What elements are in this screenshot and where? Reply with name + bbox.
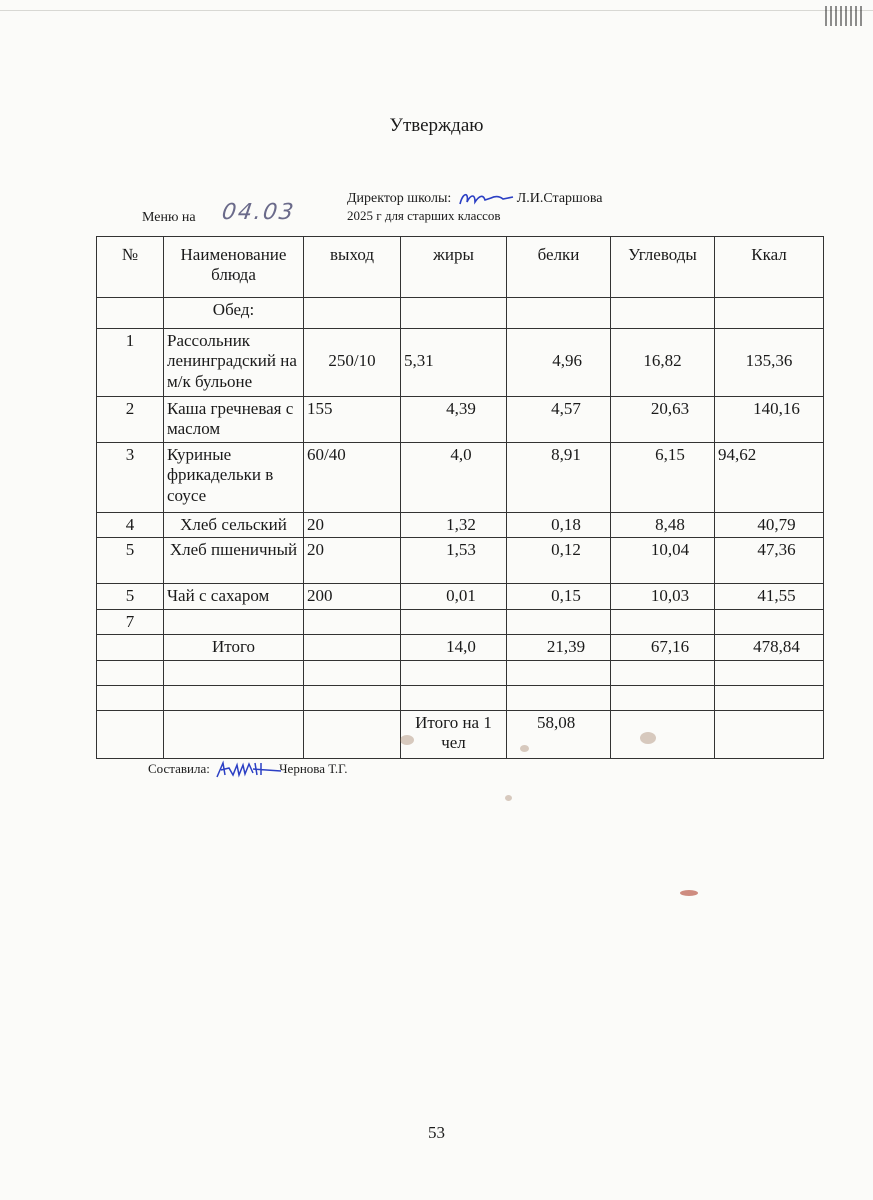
row-num: 7 xyxy=(97,609,164,634)
row-protein: 0,18 xyxy=(507,513,611,538)
composed-name: Чернова Т.Г. xyxy=(279,760,348,776)
row-num: 2 xyxy=(97,397,164,443)
page-number: 53 xyxy=(428,1123,445,1142)
menu-label: Меню на xyxy=(142,210,196,225)
total-protein: 21,39 xyxy=(507,635,611,660)
column-header-protein: белки xyxy=(507,237,611,298)
per-person-label: Итого на 1 чел xyxy=(401,710,507,758)
scan-artifact xyxy=(825,6,865,26)
row-num: 1 xyxy=(97,329,164,397)
stain xyxy=(520,745,529,752)
stain xyxy=(505,795,512,801)
director-name: Л.И.Старшова xyxy=(516,191,603,207)
row-kcal: 135,36 xyxy=(715,329,824,397)
table-row xyxy=(97,584,824,609)
row-name: Куриные фрикадельки в соусе xyxy=(164,443,304,513)
row-name: Чай с сахаром xyxy=(164,584,304,609)
table-row xyxy=(97,538,824,584)
table-row xyxy=(97,685,824,710)
total-label: Итого xyxy=(164,635,304,660)
row-fat: 5,31 xyxy=(401,329,507,397)
column-header-fat: жиры xyxy=(401,237,507,298)
row-output: 155 xyxy=(304,397,401,443)
row-carbs: 6,15 xyxy=(611,443,715,513)
composed-label: Составила: xyxy=(148,760,210,776)
row-output: 250/10 xyxy=(304,329,401,397)
row-carbs: 10,04 xyxy=(611,538,715,584)
table-row xyxy=(97,609,824,634)
total-fat: 14,0 xyxy=(401,635,507,660)
column-header-kcal: Ккал xyxy=(715,237,824,298)
column-header-name: Наименование блюда xyxy=(164,237,304,298)
row-fat: 0,01 xyxy=(401,584,507,609)
per-person-row xyxy=(97,710,824,758)
total-kcal: 478,84 xyxy=(715,635,824,660)
row-carbs: 20,63 xyxy=(611,397,715,443)
stain xyxy=(640,732,656,744)
director-label: Директор школы: xyxy=(347,191,452,207)
column-header-num: № xyxy=(97,237,164,298)
row-output: 200 xyxy=(304,584,401,609)
composed-by xyxy=(148,759,347,781)
row-name: Каша гречневая с маслом xyxy=(164,397,304,443)
row-protein: 8,91 xyxy=(507,443,611,513)
column-header-output: выход xyxy=(304,237,401,298)
menu-subtitle: 2025 г для старших классов xyxy=(347,208,501,223)
row-num: 4 xyxy=(97,513,164,538)
row-fat: 1,32 xyxy=(401,513,507,538)
table-row xyxy=(97,660,824,685)
director-line xyxy=(347,190,602,208)
row-num: 3 xyxy=(97,443,164,513)
row-carbs: 8,48 xyxy=(611,513,715,538)
row-protein: 0,12 xyxy=(507,538,611,584)
row-output: 20 xyxy=(304,538,401,584)
stain xyxy=(400,735,414,745)
composer-signature-icon xyxy=(215,759,283,781)
director-signature-icon xyxy=(457,190,515,208)
row-fat: 1,53 xyxy=(401,538,507,584)
table-row xyxy=(97,513,824,538)
total-row xyxy=(97,635,824,660)
row-kcal: 94,62 xyxy=(715,443,824,513)
row-name: Хлеб пшеничный xyxy=(164,538,304,584)
total-carbs: 67,16 xyxy=(611,635,715,660)
row-protein: 4,57 xyxy=(507,397,611,443)
row-kcal: 47,36 xyxy=(715,538,824,584)
row-kcal: 140,16 xyxy=(715,397,824,443)
row-carbs: 10,03 xyxy=(611,584,715,609)
table-header-row xyxy=(97,237,824,298)
menu-table xyxy=(96,236,824,759)
row-protein: 0,15 xyxy=(507,584,611,609)
per-person-value: 58,08 xyxy=(507,710,611,758)
scan-edge xyxy=(0,10,873,11)
row-num: 5 xyxy=(97,538,164,584)
row-carbs: 16,82 xyxy=(611,329,715,397)
table-row xyxy=(97,443,824,513)
menu-date: 04.03 xyxy=(220,200,297,225)
section-label: Обед: xyxy=(164,298,304,329)
page-title: Утверждаю xyxy=(389,115,484,136)
row-kcal: 41,55 xyxy=(715,584,824,609)
section-row xyxy=(97,298,824,329)
column-header-carbs: Углеводы xyxy=(611,237,715,298)
row-num: 5 xyxy=(97,584,164,609)
stain xyxy=(680,890,698,896)
row-protein: 4,96 xyxy=(507,329,611,397)
row-fat: 4,0 xyxy=(401,443,507,513)
row-output: 60/40 xyxy=(304,443,401,513)
row-output: 20 xyxy=(304,513,401,538)
row-kcal: 40,79 xyxy=(715,513,824,538)
row-name: Хлеб сельский xyxy=(164,513,304,538)
row-fat: 4,39 xyxy=(401,397,507,443)
row-name: Рассольник ленинградский на м/к бульоне xyxy=(164,329,304,397)
table-row xyxy=(97,329,824,397)
table-row xyxy=(97,397,824,443)
